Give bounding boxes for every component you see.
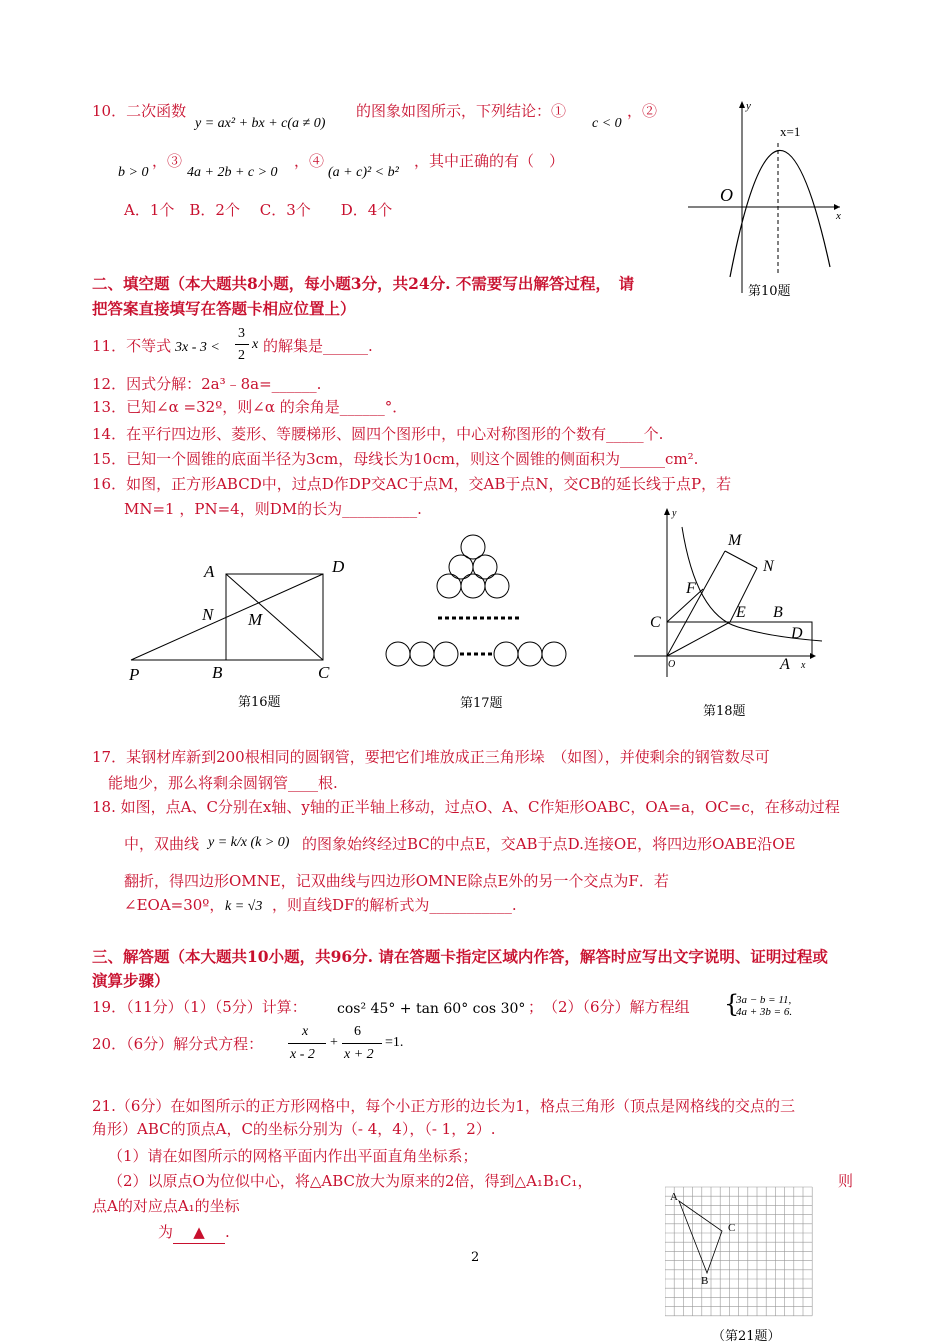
q19-prefix: 19．（11分）（1）（5分）计算： (92, 998, 307, 1016)
q20-fraction1-bar (288, 1043, 326, 1044)
fig18-label-y: y (672, 508, 677, 519)
q19-system-eq2: 4a + 3b = 6. (736, 1006, 793, 1018)
q14: 14．在平行四边形、菱形、等腰梯形、圆四个图形中，中心对称图形的个数有_____个. (92, 425, 664, 443)
fig16-diagonal-ac (226, 574, 323, 660)
q21-line2: 角形）ABC的顶点A，C的坐标分别为（- 4，4），（- 1，2）. (92, 1120, 496, 1138)
q10-sep-3: ，③ (152, 152, 183, 170)
q20-prefix: 20．（6分）解分式方程： (92, 1035, 264, 1053)
q17-line2: 能地少，那么将剩余圆钢管____根. (108, 774, 338, 792)
fig16-label-m: M (248, 610, 263, 629)
q21-answer-suffix: . (225, 1223, 230, 1241)
fig21-triangle-abc (679, 1201, 722, 1273)
fig16-label-d: D (332, 557, 345, 576)
q20-fraction1-denominator: x - 2 (290, 1047, 315, 1062)
fig16-label-n: N (202, 605, 214, 624)
page-number: 2 (471, 1250, 480, 1265)
fig18-label-f: F (686, 580, 696, 597)
q21-part3: 点A的对应点A₁的坐标 (92, 1197, 240, 1215)
fig10-label-origin: O (720, 185, 733, 205)
q19-expression: cos² 45° + tan 60° cos 30° (337, 1001, 526, 1017)
q21-part2-tail: 则 (838, 1172, 854, 1190)
fig18-label-b: B (773, 604, 783, 621)
q18-line3: 翻折，得四边形OMNE，记双曲线与四边形OMNE除点E外的另一个交点为F．若 (124, 872, 669, 890)
fig16-label-p: P (129, 665, 140, 684)
q11-fraction-bar (235, 344, 249, 345)
fig16-label-b: B (212, 663, 223, 682)
fig21-caption: （第21题） (712, 1329, 781, 1344)
q16-line1: 16．如图，正方形ABCD中，过点D作DP交AC于点M，交AB于点N，交CB的延长线于点P，若 (92, 475, 732, 493)
figure-21-grid (665, 1185, 815, 1325)
fig16-caption: 第16题 (238, 695, 281, 710)
q15: 15．已知一个圆锥的底面半径为3cm，母线长为10cm，则这个圆锥的侧面积为______cm². (92, 450, 699, 468)
q10-condition-3: 4a + 2b + c > 0 (187, 165, 278, 180)
q18-line4-prefix: ∠EOA=30º， (124, 896, 225, 914)
q11-var: x (252, 337, 259, 352)
q21-part2: （2）以原点O为位似中心，将△ABC放大为原来的2倍，得到△A₁B₁C₁， (108, 1172, 593, 1190)
figure-17-pipe-stack (380, 530, 570, 675)
q11-prefix: 11．不等式 (92, 337, 172, 355)
fig17-caption: 第17题 (460, 696, 503, 711)
fig18-label-a: A (780, 656, 790, 673)
q21-line1: 21.（6分）在如图所示的正方形网格中，每个小正方形的边长为1，格点三角形（顶点是网格线的交点的三 (92, 1097, 795, 1115)
q10-condition-1: c < 0 (592, 116, 622, 131)
q20-fraction2-numerator: 6 (354, 1024, 361, 1039)
q11-suffix: 的解集是______. (263, 337, 373, 355)
q19-mid: ； （2）（6分）解方程组 (528, 998, 690, 1016)
fig18-caption: 第18题 (703, 704, 746, 719)
q10-sep-4: ，④ (294, 152, 325, 170)
q13: 13．已知∠α =32º，则∠α 的余角是______°． (92, 398, 408, 416)
q18-line2-suffix: 的图象始终经过BC的中点E，交AB于点D.连接OE，将四边形OABE沿OE (302, 835, 796, 853)
q18-k-value: k = √3 (225, 899, 263, 914)
fig18-label-c: C (650, 614, 661, 631)
figure-16-square (125, 555, 350, 685)
q10-line2-suffix: ，其中正确的有（ ） (414, 152, 565, 170)
q17-line1: 17．某钢材库新到200根相同的圆钢管，要把它们堆放成正三角形垛 （如图），并使剩余的钢管数尽可 (92, 748, 770, 766)
fig16-line-dp (131, 574, 323, 660)
q19-system-eq1: 3a − b = 11, (736, 994, 792, 1006)
q21-answer-prefix: 为 (158, 1223, 174, 1241)
q10-condition-2: b > 0 (118, 165, 149, 180)
fig10-parabola-curve (730, 150, 830, 277)
fig18-hyperbola-curve (682, 527, 822, 641)
fig18-line-mn (725, 551, 757, 568)
q10-line1 (92, 100, 186, 122)
fig21-label-b: B (701, 1275, 709, 1287)
fig21-label-a: A (670, 1191, 678, 1203)
q19-system-brace: { (724, 990, 740, 1018)
q11-lhs: 3x - 3 < (175, 340, 220, 355)
section3-heading-line1: 三、解答题（本大题共10小题，共96分. 请在答题卡指定区域内作答，解答时应写出文字说明、证明过程或 (92, 947, 828, 966)
q12: 12．因式分解：2a³﹣8a=______. (92, 375, 322, 393)
q20-fraction1-numerator: x (302, 1024, 309, 1039)
fig18-label-d: D (791, 625, 803, 642)
q11-fraction-denominator: 2 (238, 348, 245, 363)
figure-10-parabola (680, 95, 850, 305)
q21-part1: （1）请在如图所示的网格平面内作出平面直角坐标系； (108, 1147, 478, 1165)
fig10-label-y: y (746, 100, 751, 112)
figure-18-hyperbola (630, 505, 830, 680)
fig16-label-a: A (204, 562, 215, 581)
q18-line4-suffix: ，则直线DF的解析式为___________. (272, 896, 517, 914)
fig10-label-x: x (836, 210, 841, 222)
q11-fraction-numerator: 3 (238, 326, 245, 341)
section2-heading-line1: 二、填空题（本大题共8小题，每小题3分，共24分. 不需要写出解答过程， 请 (92, 274, 635, 293)
fig21-label-c: C (728, 1222, 736, 1234)
fig18-label-n: N (763, 558, 774, 575)
q18-function (208, 823, 290, 850)
q10-options: A．1个 B．2个 C．3个 D．4个 (124, 201, 393, 219)
q20-fraction2-denominator: x + 2 (344, 1047, 374, 1062)
fig18-label-x: x (801, 660, 806, 671)
q10-function-formula: y = ax² + bx + c(a ≠ 0) (195, 116, 326, 131)
q10-condition-4: (a + c)² < b² (328, 165, 399, 180)
fig16-label-c: C (318, 663, 330, 682)
q18-line2-prefix: 中，双曲线 (124, 835, 200, 853)
q18-function-text: y = k/x (k > 0) (208, 835, 290, 850)
section2-heading-line2: 把答案直接填写在答题卡相应位置上） (92, 299, 356, 318)
q10-line1-mid: 的图象如图所示，下列结论：① (356, 102, 567, 120)
q18-line1: 18. 如图，点A、C分别在x轴、y轴的正半轴上移动，过点O、A、C作矩形OABC，OA=a，OC=c，在移动过程 (92, 798, 840, 816)
q21-answer-line (158, 1221, 230, 1244)
q21-answer-blank (173, 1221, 225, 1244)
q20-fraction2-bar (342, 1043, 382, 1044)
q10-sep-2: ，② (627, 102, 658, 120)
section3-heading-line2: 演算步骤） (92, 971, 170, 990)
q20-rhs: =1. (385, 1035, 404, 1050)
fig10-caption: 第10题 (748, 284, 791, 299)
fig18-label-e: E (736, 604, 746, 621)
fig18-label-o: O (668, 659, 676, 670)
q21-answer-mark: ▲ (193, 1223, 205, 1241)
q10-prefix: 10．二次函数 (92, 102, 187, 120)
fig18-label-m: M (728, 532, 742, 549)
fig10-label-x1: x=1 (780, 124, 801, 139)
q20-plus: + (330, 1035, 338, 1050)
fig18-line-cf (667, 589, 703, 622)
q16-line2: MN=1 ，PN=4，则DM的长为__________. (124, 500, 422, 518)
